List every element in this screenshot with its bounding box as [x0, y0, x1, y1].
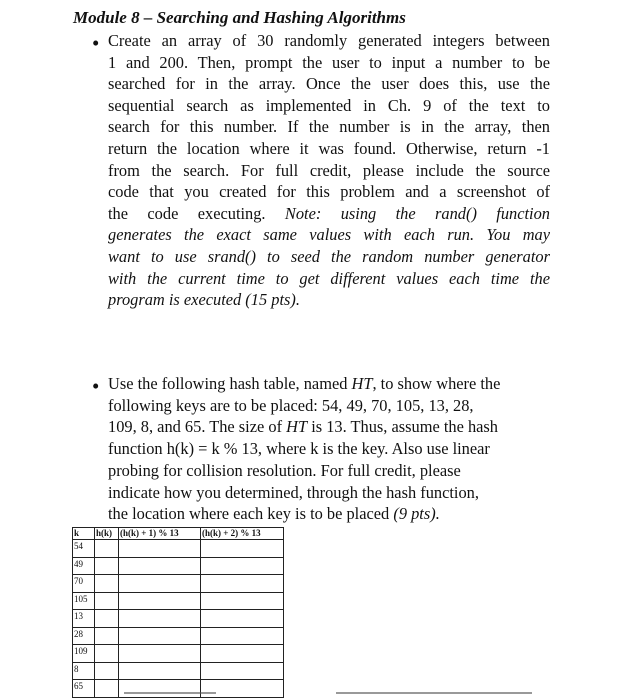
- item-2-text-run: Use the following hash table, named: [108, 374, 352, 393]
- empty-answer-cell[interactable]: [95, 680, 119, 698]
- ht-name: HT: [351, 374, 373, 393]
- hash-table: [72, 527, 284, 698]
- table-row: [73, 575, 284, 593]
- item-1-text: [108, 30, 550, 311]
- ht-name: HT: [286, 417, 308, 437]
- empty-answer-cell[interactable]: [201, 610, 284, 628]
- module-title: Module 8 – Searching and Hashing Algorithms: [73, 8, 406, 27]
- note-line: want to use srand() to seed the random number generator: [108, 246, 550, 266]
- empty-answer-cell[interactable]: [119, 645, 201, 663]
- item-2-line: probing for collision resolution. For full credit, please: [108, 460, 461, 480]
- item-2-line: [108, 503, 542, 525]
- table-row: [73, 662, 284, 680]
- item-1-line: return the location where it was found. Otherwise, return -1: [108, 138, 550, 158]
- cropped-text-fragment: [124, 692, 216, 694]
- key-cell: 49: [73, 557, 95, 575]
- empty-answer-cell[interactable]: [119, 627, 201, 645]
- hash-table-header-row: [73, 528, 284, 540]
- note-italic: Note: using the rand() function: [284, 203, 550, 223]
- empty-answer-cell[interactable]: [119, 592, 201, 610]
- empty-answer-cell[interactable]: [201, 680, 284, 698]
- item-1-line: sequential search as implemented in Ch. 9 of the text to: [108, 95, 550, 115]
- item-1-line-normal: the code executing.: [108, 203, 285, 223]
- item-1-line: search for this number. If the number is in the array, then: [108, 117, 550, 137]
- empty-answer-cell[interactable]: [201, 540, 284, 558]
- empty-answer-cell[interactable]: [95, 540, 119, 558]
- header-hk: h(k): [95, 528, 119, 540]
- key-cell: 13: [73, 610, 95, 628]
- key-cell: 70: [73, 575, 95, 593]
- item-2-text-run: is 13. Thus, assume the hash: [307, 417, 499, 437]
- points-label: (9 pts).: [393, 504, 440, 524]
- empty-answer-cell[interactable]: [119, 575, 201, 593]
- item-2-line: [108, 373, 542, 395]
- empty-answer-cell[interactable]: [119, 610, 201, 628]
- item-1-line: Create an array of 30 randomly generated integers between: [108, 31, 550, 50]
- note-line: generates the exact same values with each run. You may: [108, 225, 550, 245]
- empty-answer-cell[interactable]: [201, 645, 284, 663]
- item-2-line: function h(k) = k % 13, where k is the key. Also use linear: [108, 439, 490, 459]
- header-hk-plus-1: (h(k) + 1) % 13: [119, 528, 201, 540]
- item-2-text-run: the location where each key is to be placed: [108, 504, 394, 524]
- empty-answer-cell[interactable]: [201, 662, 284, 680]
- key-cell: 8: [73, 662, 95, 680]
- empty-answer-cell[interactable]: [119, 680, 201, 698]
- table-row: [73, 540, 284, 558]
- header-hk-plus-2: (h(k) + 2) % 13: [201, 528, 284, 540]
- item-2-text: [108, 373, 542, 525]
- empty-answer-cell[interactable]: [119, 557, 201, 575]
- item-1-line: from the search. For full credit, please include the source: [108, 160, 550, 180]
- item-1-line: code that you created for this problem and a screenshot of: [108, 182, 550, 202]
- header-k: k: [73, 528, 95, 540]
- item-2-line: following keys are to be placed: 54, 49, 70, 105, 13, 28,: [108, 395, 474, 415]
- note-line: program is executed (15 pts).: [108, 290, 300, 310]
- empty-answer-cell[interactable]: [95, 592, 119, 610]
- item-2-text-run: , to show where the: [372, 374, 501, 393]
- empty-answer-cell[interactable]: [119, 662, 201, 680]
- item-2-line: indicate how you determined, through the hash function,: [108, 482, 479, 502]
- empty-answer-cell[interactable]: [95, 645, 119, 663]
- table-row: [73, 610, 284, 628]
- table-row: [73, 592, 284, 610]
- note-line: with the current time to get different values each time the: [108, 268, 550, 288]
- key-cell: 109: [73, 645, 95, 663]
- table-row: [73, 557, 284, 575]
- bullet-2: •: [92, 374, 100, 398]
- table-row: [73, 645, 284, 663]
- key-cell: 65: [73, 680, 95, 698]
- item-2-line: [108, 416, 542, 438]
- empty-answer-cell[interactable]: [201, 592, 284, 610]
- item-1-line: 1 and 200. Then, prompt the user to input a number to be: [108, 52, 550, 72]
- empty-answer-cell[interactable]: [95, 557, 119, 575]
- key-cell: 54: [73, 540, 95, 558]
- item-1-line: searched for in the array. Once the user does this, use the: [108, 74, 550, 94]
- bullet-1: •: [92, 31, 100, 55]
- empty-answer-cell[interactable]: [119, 540, 201, 558]
- item-1-line-mixed: [108, 203, 550, 225]
- empty-answer-cell[interactable]: [95, 575, 119, 593]
- table-row: [73, 627, 284, 645]
- key-cell: 105: [73, 592, 95, 610]
- table-row: [73, 680, 284, 698]
- empty-answer-cell[interactable]: [201, 627, 284, 645]
- empty-answer-cell[interactable]: [95, 627, 119, 645]
- empty-answer-cell[interactable]: [201, 557, 284, 575]
- empty-answer-cell[interactable]: [201, 575, 284, 593]
- cropped-text-fragment: [336, 692, 532, 694]
- empty-answer-cell[interactable]: [95, 610, 119, 628]
- key-cell: 28: [73, 627, 95, 645]
- empty-answer-cell[interactable]: [95, 662, 119, 680]
- item-2-text-run: 109, 8, and 65. The size of: [108, 417, 287, 437]
